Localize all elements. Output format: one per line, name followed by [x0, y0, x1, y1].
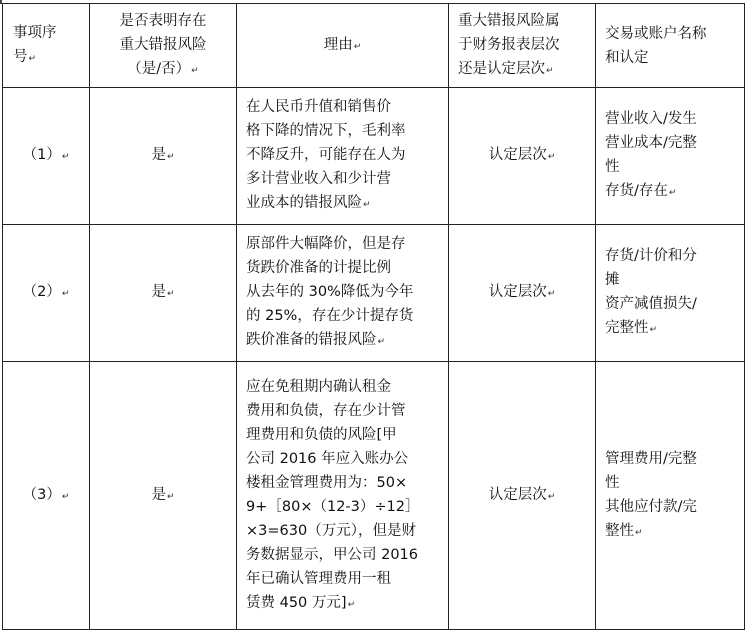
header-account-assertion: 交易或账户名称 和认定 — [596, 4, 745, 88]
risk-level: 认定层次↵ — [449, 88, 596, 225]
header-reason: 理由↵ — [237, 4, 449, 88]
reason-text: 在人民币升值和销售价 格下降的情况下，毛利率 不降反升，可能存在人为 多计营业收入和少计营 业成本的错报风险↵ — [237, 88, 449, 225]
reason-text: 原部件大幅降价，但是存 货跌价准备的计提比例 从去年的 30%降低为今年 的 25%，存在少计提存货 跌价准备的错报风险↵ — [237, 225, 449, 362]
table-header-row — [3, 4, 745, 88]
is-risk-value: 是↵ — [90, 362, 237, 630]
risk-assessment-table — [2, 3, 745, 630]
account-assertion: 管理费用/完整 性 其他应付款/完 整性↵ — [596, 362, 745, 630]
header-risk-level: 重大错报风险属 于财务报表层次 还是认定层次↵ — [449, 4, 596, 88]
is-risk-value: 是↵ — [90, 88, 237, 225]
item-number: （3）↵ — [3, 362, 90, 630]
table-row — [3, 225, 745, 362]
item-number: （2）↵ — [3, 225, 90, 362]
table-row — [3, 362, 745, 630]
is-risk-value: 是↵ — [90, 225, 237, 362]
header-is-risk: 是否表明存在 重大错报风险 （是/否）↵ — [90, 4, 237, 88]
account-assertion: 存货/计价和分 摊 资产减值损失/ 完整性↵ — [596, 225, 745, 362]
risk-level: 认定层次↵ — [449, 362, 596, 630]
header-item-no: 事项序 号↵ — [3, 4, 90, 88]
reason-text: 应在免租期内确认租金 费用和负债，存在少计管 理费用和负债的风险[甲 公司 2016 年应入账办公 楼租金管理费用为：50× 9+［80×（12-3）÷12］ ×3=630（万元），但是财 务数据显示，甲公司 2016 年已确认管理费用一租 赁费 450 万元]↵ — [237, 362, 449, 630]
risk-level: 认定层次↵ — [449, 225, 596, 362]
table-row — [3, 88, 745, 225]
item-number: （1）↵ — [3, 88, 90, 225]
account-assertion: 营业收入/发生 营业成本/完整 性 存货/存在↵ — [596, 88, 745, 225]
